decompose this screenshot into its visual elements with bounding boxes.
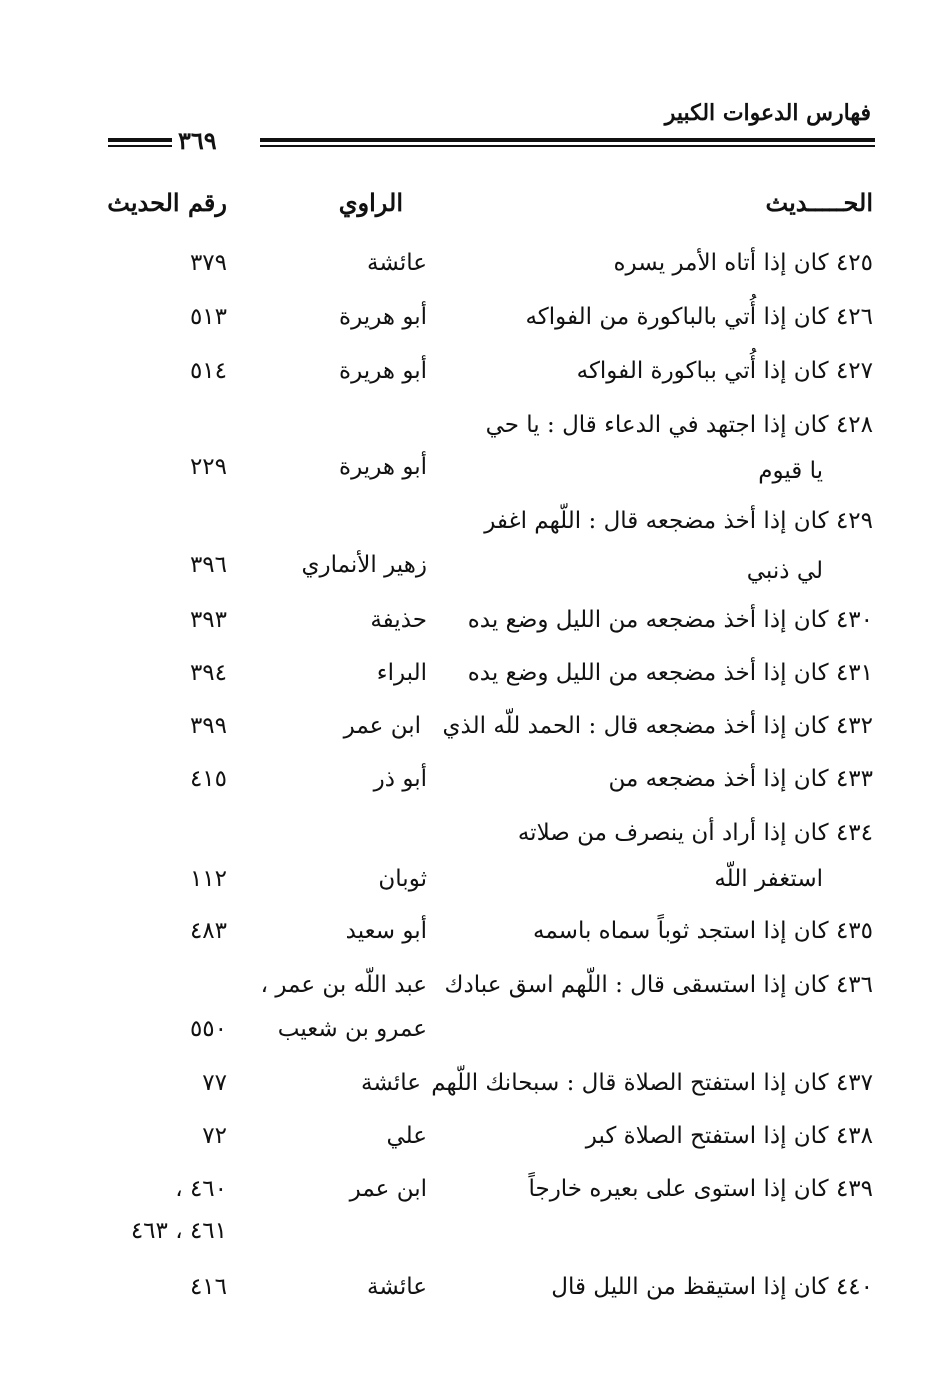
- header-rule: [260, 138, 875, 142]
- hadith-text: ٤٣٢ كان إذا أخذ مضجعه قال : الحمد للّه الذي: [442, 713, 873, 739]
- narrator: ثوبان: [378, 866, 427, 892]
- hadith-number: ٥١٣: [189, 304, 227, 330]
- hadith-text: ٤٣٥ كان إذا استجد ثوباً سماه باسمه: [533, 918, 873, 944]
- hadith-text: ٤٢٨ كان إذا اجتهد في الدعاء قال : يا حي: [485, 412, 873, 438]
- narrator: عائشة: [361, 1070, 421, 1096]
- narrator: علي: [386, 1123, 427, 1149]
- column-header-hadith: الحـــــديث: [765, 188, 873, 217]
- hadith-text-continuation: لي ذنبي: [746, 558, 823, 584]
- narrator: زهير الأنماري: [301, 552, 427, 578]
- hadith-number: ٥١٤: [189, 358, 227, 384]
- running-title: فهارس الدعوات الكبير: [664, 100, 871, 126]
- column-header-number: رقم الحديث: [107, 188, 227, 217]
- hadith-text-continuation: يا قيوم: [758, 458, 823, 484]
- hadith-number: ٣٩٦: [189, 552, 227, 578]
- hadith-number: ٣٩٩: [189, 713, 227, 739]
- hadith-text: ٤٢٩ كان إذا أخذ مضجعه قال : اللّهم اغفر: [484, 508, 873, 534]
- column-header-narrator: الراوي: [338, 188, 403, 217]
- hadith-number: ٧٧: [202, 1070, 227, 1096]
- hadith-text: ٤٢٦ كان إذا أُتي بالباكورة من الفواكه: [525, 304, 873, 330]
- hadith-text: ٤٣٤ كان إذا أراد أن ينصرف من صلاته: [517, 820, 873, 846]
- hadith-number: ٥٥٠: [189, 1016, 227, 1042]
- hadith-text: ٤٤٠ كان إذا استيقظ من الليل قال: [551, 1274, 873, 1300]
- narrator: عائشة: [367, 1274, 427, 1300]
- narrator: أبو هريرة: [339, 304, 427, 330]
- narrator: البراء: [376, 660, 427, 686]
- narrator-continuation: عمرو بن شعيب: [277, 1016, 427, 1042]
- hadith-number: ١١٢: [189, 866, 227, 892]
- hadith-number: ٤٦٠ ،: [175, 1176, 227, 1202]
- hadith-text: ٤٣٣ كان إذا أخذ مضجعه من: [608, 766, 873, 792]
- hadith-number: ٢٢٩: [189, 454, 227, 480]
- hadith-text: ٤٢٧ كان إذا أُتي بباكورة الفواكه: [576, 358, 873, 384]
- header-rule: [260, 145, 875, 147]
- hadith-text: ٤٣١ كان إذا أخذ مضجعه من الليل وضع يده: [467, 660, 873, 686]
- hadith-number-continuation: ٤٦١ ، ٤٦٣: [130, 1218, 227, 1244]
- hadith-number: ٧٢: [202, 1123, 227, 1149]
- hadith-number: ٣٩٤: [189, 660, 227, 686]
- header-rule-short: [108, 145, 172, 147]
- narrator: ابن عمر: [349, 1176, 427, 1202]
- hadith-number: ٣٩٣: [189, 607, 227, 633]
- hadith-number: ٣٧٩: [189, 250, 227, 276]
- narrator: أبو هريرة: [339, 454, 427, 480]
- hadith-text: ٤٣٨ كان إذا استفتح الصلاة كبر: [585, 1123, 873, 1149]
- hadith-text: ٤٢٥ كان إذا أتاه الأمر يسره: [613, 250, 873, 276]
- page-number: ٣٦٩: [178, 126, 217, 155]
- hadith-text: ٤٣٧ كان إذا استفتح الصلاة قال : سبحانك اللّهم: [431, 1070, 873, 1096]
- narrator: أبو سعيد: [345, 918, 427, 944]
- hadith-number: ٤١٥: [189, 766, 227, 792]
- hadith-text-continuation: استغفر اللّه: [714, 866, 823, 892]
- narrator: عبد اللّه بن عمر ،: [260, 972, 427, 998]
- narrator: عائشة: [367, 250, 427, 276]
- narrator: ابن عمر: [343, 713, 421, 739]
- narrator: حذيفة: [370, 607, 427, 633]
- header-rule-short: [108, 138, 172, 142]
- narrator: أبو ذر: [373, 766, 427, 792]
- hadith-text: ٤٣٠ كان إذا أخذ مضجعه من الليل وضع يده: [467, 607, 873, 633]
- hadith-text: ٤٣٦ كان إذا استسقى قال : اللّهم اسق عبادك: [444, 972, 873, 998]
- narrator: أبو هريرة: [339, 358, 427, 384]
- hadith-number: ٤١٦: [189, 1274, 227, 1300]
- hadith-number: ٤٨٣: [189, 918, 227, 944]
- hadith-text: ٤٣٩ كان إذا استوى على بعيره خارجاً: [528, 1176, 873, 1202]
